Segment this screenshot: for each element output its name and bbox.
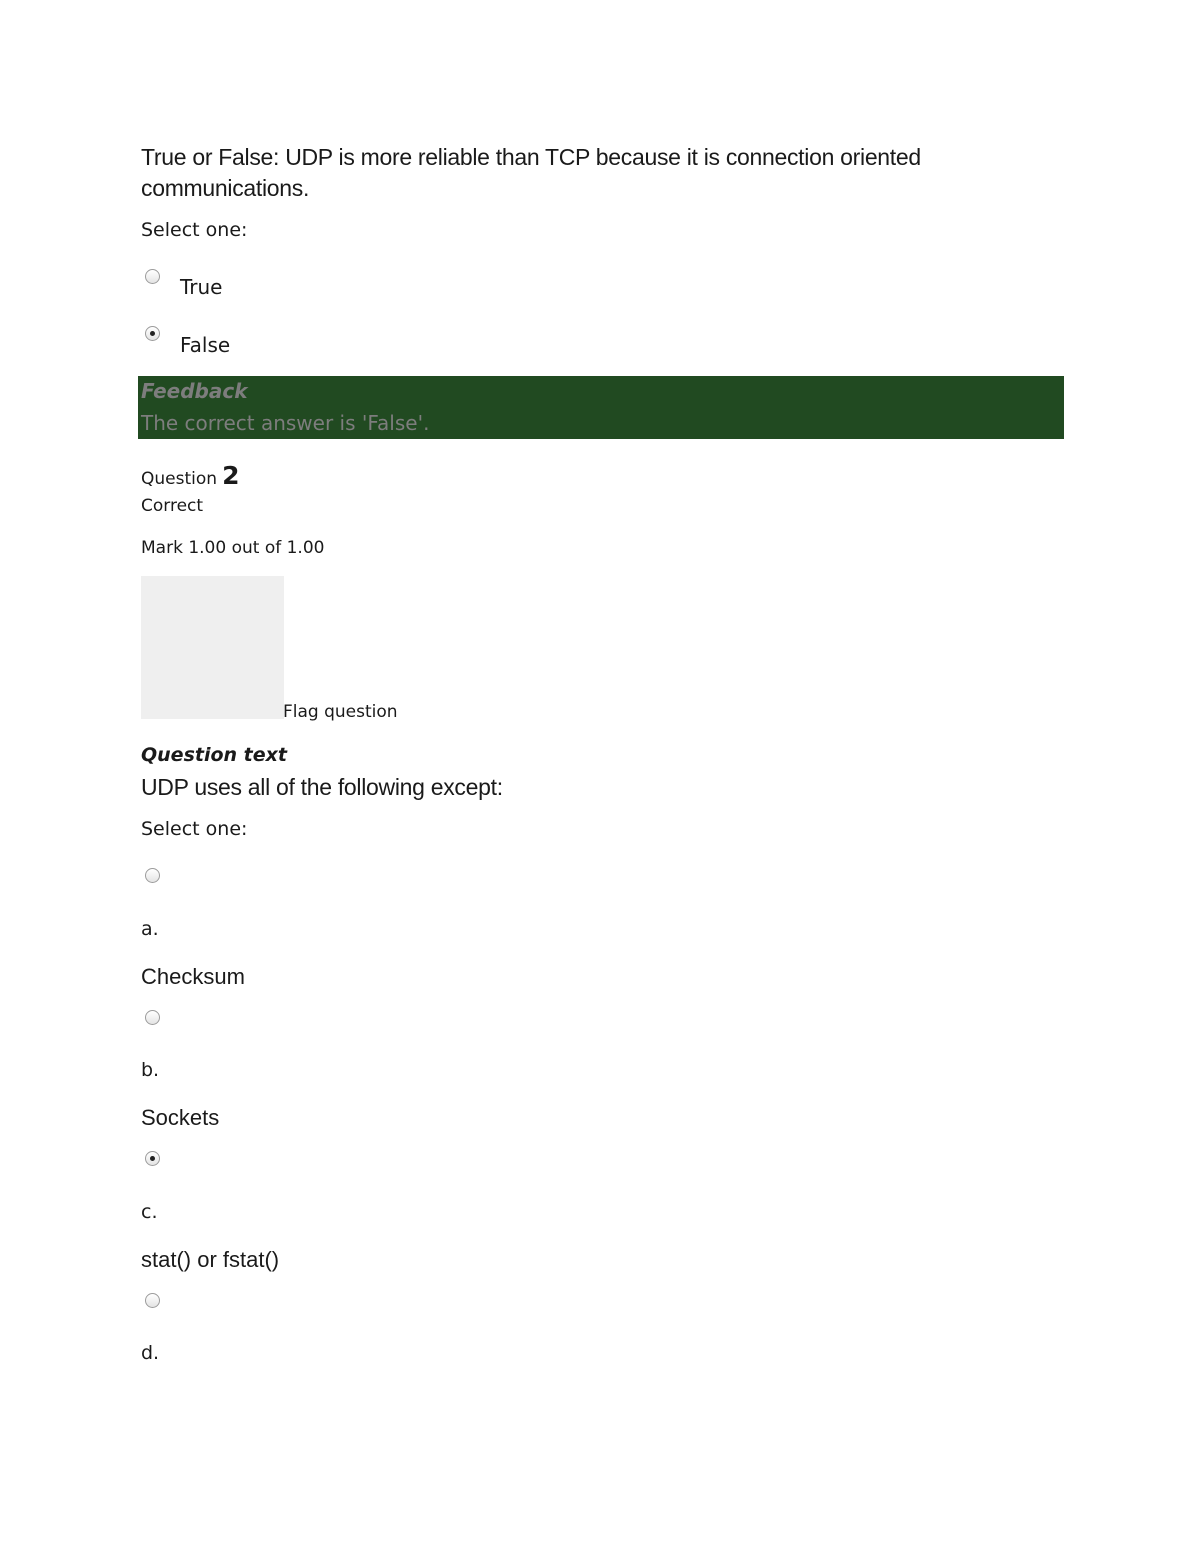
option-b-text[interactable]: Sockets (141, 1105, 220, 1130)
question-label: Question (141, 469, 218, 489)
radio-option-b[interactable] (145, 1010, 160, 1025)
option-c-letter: c. (141, 1201, 158, 1223)
feedback-title: Feedback (141, 379, 248, 403)
feedback-panel (138, 376, 1064, 439)
question-number: 2 (222, 461, 240, 490)
option-b-letter: b. (141, 1059, 160, 1081)
question-text-heading: Question text (141, 744, 287, 766)
option-a-letter: a. (141, 918, 159, 940)
question-2-text: UDP uses all of the following except: (141, 774, 503, 800)
radio-option-d[interactable] (145, 1293, 160, 1308)
option-a-text[interactable]: Checksum (141, 964, 245, 989)
flag-question-link[interactable]: Flag question (283, 702, 398, 722)
question-2-header (141, 461, 240, 490)
select-one-prompt: Select one: (141, 818, 248, 840)
question-1-text: True or False: UDP is more reliable than TCP because it is connection oriented communications. (141, 144, 921, 201)
option-false-label[interactable]: False (180, 333, 231, 357)
radio-false[interactable] (145, 326, 160, 341)
radio-true[interactable] (145, 269, 160, 284)
option-true-label[interactable]: True (180, 275, 223, 299)
radio-option-a[interactable] (145, 868, 160, 883)
option-c-text[interactable]: stat() or fstat() (141, 1247, 280, 1272)
option-d-letter: d. (141, 1342, 160, 1364)
radio-option-c[interactable] (145, 1151, 160, 1166)
flag-icon[interactable] (141, 576, 284, 719)
question-status: Correct (141, 496, 204, 516)
feedback-correct-answer: The correct answer is 'False'. (141, 411, 430, 435)
select-one-prompt: Select one: (141, 219, 248, 241)
question-mark: Mark 1.00 out of 1.00 (141, 538, 325, 558)
